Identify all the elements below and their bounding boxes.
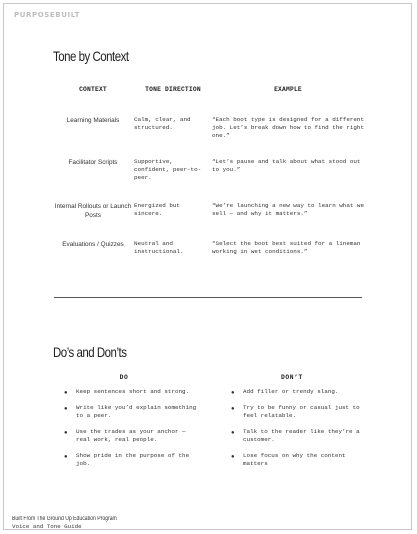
context-cell: Facilitator Scripts xyxy=(68,159,118,166)
list-item: ● Lose focus on why the content matters xyxy=(231,452,346,467)
example-cell: “We’re launching a new way to learn what we sell — and why it matters.” xyxy=(212,202,365,217)
tone-cell: Supportive, confident, peer-to-peer. xyxy=(134,158,202,181)
bullet-icon: ● xyxy=(64,405,68,412)
do-list xyxy=(64,388,199,476)
bullet-icon: ● xyxy=(231,429,235,436)
tone-section-title: Tone by Context xyxy=(53,48,129,64)
bullet-icon: ● xyxy=(231,405,235,412)
dont-list xyxy=(231,388,366,476)
bullet-icon: ● xyxy=(64,453,68,460)
do-column-header: DO xyxy=(119,374,129,381)
bullet-icon: ● xyxy=(231,453,235,460)
context-cell: Learning Materials xyxy=(66,117,120,124)
context-cell: Internal Rollouts or Launch Posts xyxy=(54,203,132,219)
list-item: ● Keep sentences short and strong. xyxy=(64,388,190,396)
column-header-example: EXAMPLE xyxy=(274,86,302,93)
dont-column-header: DON’T xyxy=(281,374,303,381)
example-cell: “Select the boot best suited for a lineman working in wet conditions.” xyxy=(212,240,361,255)
list-item: ● Try to be funny or casual just to feel relatable. xyxy=(231,404,360,419)
dos-section-title: Do’s and Don’ts xyxy=(53,344,127,360)
tone-cell: Calm, clear, and structured. xyxy=(134,116,191,131)
bullet-icon: ● xyxy=(64,429,68,436)
footer-doc-name: Voice and Tone Guide xyxy=(12,523,82,530)
bullet-icon: ● xyxy=(64,389,68,396)
tone-cell: Neutral and instructional. xyxy=(134,240,184,255)
bullet-icon: ● xyxy=(231,389,235,396)
column-header-tone: TONE DIRECTION xyxy=(145,86,201,93)
list-item: ● Use the trades as your anchor — real work, real people. xyxy=(64,428,186,443)
example-cell: “Each boot type is designed for a different job. Let’s break down how to find the right one.” xyxy=(212,116,365,139)
brand-logo: PURPOSEBUILT xyxy=(14,11,81,19)
document-page xyxy=(3,3,412,530)
footer-program-name: Built From The Ground Up Education Program xyxy=(12,516,117,522)
context-cell: Evaluations / Quizzes xyxy=(62,241,124,248)
example-cell: “Let’s pause and talk about what stood out to you.” xyxy=(212,158,361,173)
column-header-context: CONTEXT xyxy=(79,86,107,93)
list-item: ● Add filler or trendy slang. xyxy=(231,388,339,396)
list-item: ● Talk to the reader like they’re a customer. xyxy=(231,428,360,443)
list-item: ● Show pride in the purpose of the job. xyxy=(64,452,190,467)
tone-cell: Energized but sincere. xyxy=(134,202,180,217)
list-item: ● Write like you’d explain something to a peer. xyxy=(64,404,197,419)
section-divider xyxy=(54,297,362,298)
